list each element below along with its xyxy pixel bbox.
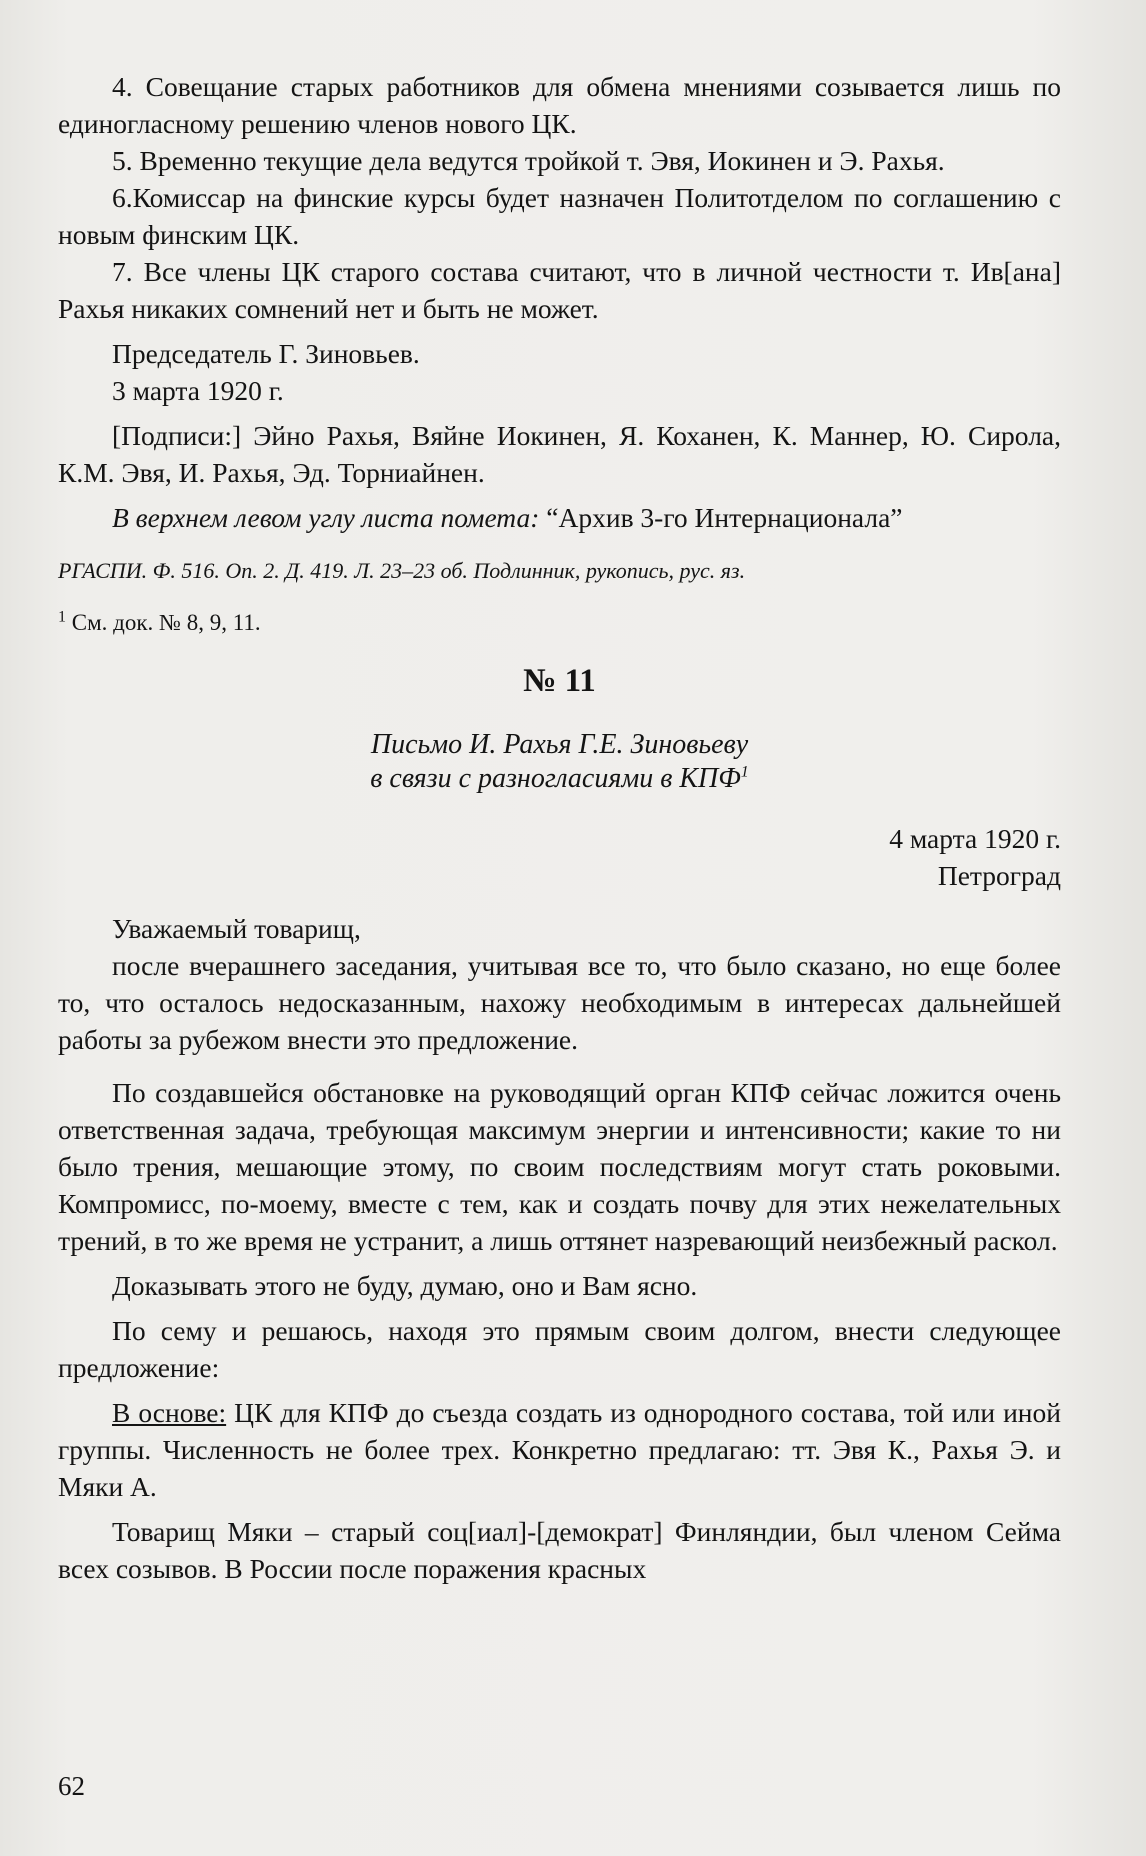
letter-paragraph: По сему и решаюсь, находя это прямым своим долгом, внести следующее предложение: <box>58 1315 1061 1383</box>
letter-paragraph: после вчерашнего заседания, учитывая все то, что было сказано, но еще более то, что осталось недосказанным, нахожу необходимым в интересах дальнейшей работы за рубежом внести это предложение. <box>58 950 1061 1055</box>
footnote-text: См. док. № 8, 9, 11. <box>66 610 261 635</box>
archive-mark-note-lead: В верхнем левом углу листа помета: <box>112 502 540 533</box>
proposal-label: В основе: <box>112 1397 227 1428</box>
archive-mark-note-text: “Архив 3-го Интернационала” <box>539 502 903 533</box>
main-text <box>58 68 1061 1587</box>
item-5: 5. Временно текущие дела ведутся тройкой т. Эвя, Иокинен и Э. Рахья. <box>112 145 945 176</box>
document-title-line2: в связи с разногласиями в КПФ <box>370 763 741 794</box>
document-title-footnote: 1 <box>740 763 749 781</box>
archive-mark-note <box>58 499 1061 536</box>
letter-paragraph: По создавшейся обстановке на руководящий орган КПФ сейчас ложится очень ответственная задача, требующая максимум энергии и интенсивности; какие то ни было трения, мешающие этому, по своим последствиям могут стать роковыми. Компромисс, по-моему, вместе с тем, как и создать почву для этих нежелательных трений, в то же время не устранит, а лишь оттянет назревающий неизбежный раскол. <box>58 1077 1061 1256</box>
letter-date: 4 марта 1920 г. <box>889 823 1061 854</box>
chairman-line: Председатель Г. Зиновьев. <box>112 338 420 369</box>
footnote-marker: 1 <box>58 608 66 626</box>
proposal-text: ЦК для КПФ до съезда создать из однородного состава, той или иной группы. Численность не более трех. Конкретно предлагаю: тт. Эвя К., Рахья Э. и Мяки А. <box>58 1397 1061 1502</box>
proposal-paragraph <box>58 1394 1061 1505</box>
date-line: 3 марта 1920 г. <box>112 375 284 406</box>
footnote <box>58 608 1061 638</box>
letter-paragraph-last: Товарищ Мяки – старый соц[иал]-[демократ] Финляндии, был членом Сейма всех созывов. В России после поражения красных <box>58 1516 1061 1584</box>
document-title <box>58 728 1061 796</box>
salutation: Уважаемый товарищ, <box>112 913 361 944</box>
page-number: 62 <box>58 1771 85 1801</box>
signatures: [Подписи:] Эйно Рахья, Вяйне Иокинен, Я. Коханен, К. Маннер, Ю. Сирола, К.М. Эвя, И. Рахья, Эд. Торниайнен. <box>58 420 1061 488</box>
document-number: № 11 <box>523 663 596 699</box>
archive-source: РГАСПИ. Ф. 516. Оп. 2. Д. 419. Л. 23–23 об. Подлинник, рукопись, рус. яз. <box>58 558 746 583</box>
letter-place: Петроград <box>937 860 1061 891</box>
letter-paragraph: Доказывать этого не буду, думаю, оно и Вам ясно. <box>112 1270 698 1301</box>
document-title-line1: Письмо И. Рахья Г.Е. Зиновьеву <box>370 729 749 760</box>
item-7: 7. Все члены ЦК старого состава считают, что в личной честности т. Ив[ана] Рахья никаких сомнений нет и быть не может. <box>58 256 1061 324</box>
item-4: 4. Совещание старых работников для обмена мнениями созывается лишь по единогласному решению членов нового ЦК. <box>58 71 1061 139</box>
item-6: 6.Комиссар на финские курсы будет назначен Политотделом по соглашению с новым финским ЦК. <box>58 182 1061 250</box>
